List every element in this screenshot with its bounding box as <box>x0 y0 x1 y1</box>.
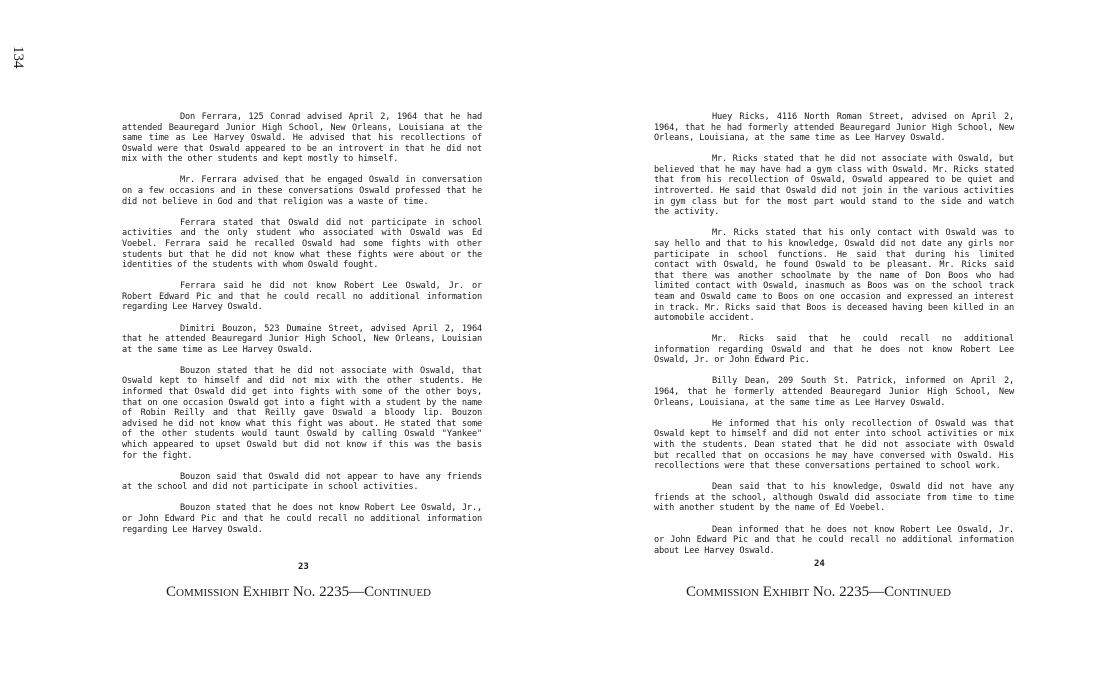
left-paragraph-7: Bouzon said that Oswald did not appear to have any friends at the school and did not participate in school activities. <box>122 471 482 493</box>
left-page-number: 23 <box>298 562 309 572</box>
right-paragraph-1: Huey Ricks, 4116 North Roman Street, advised on April 2, 1964, that he had formerly attended Beauregard Junior High School, New Orleans, Louisiana, at the same time as Lee Harvey Oswald. <box>654 112 1014 144</box>
right-paragraph-7: Dean said that to his knowledge, Oswald did not have any friends at the school, although Oswald did associate from time to time with another student by the name of Ed Voebel. <box>654 482 1014 514</box>
left-paragraph-6: Bouzon stated that he did not associate with Oswald, that Oswald kept to himself and did not mix with the other students. He informed that Oswald did get into fights with some of the other boys, that on one occasion Oswald got into a fight with a student by the name of Robin Reilly and that Reilly gave Oswald a bloody lip. Bouzon advised he did not know what this fight was about. He stated that some of the other students would taunt Oswald by calling Oswald "Yankee" which appeared to upset Oswald but did not know if this was the basis for the fight. <box>122 365 482 461</box>
left-paragraph-3: Ferrara stated that Oswald did not participate in school activities and the only student who associated with Oswald was Ed Voebel. Ferrara said he recalled Oswald had some fights with other students but that he did not know what these fights were about or the identities of the students with whom Oswald fought. <box>122 217 482 271</box>
left-page-body <box>122 112 482 546</box>
margin-page-number: 134 <box>10 46 26 69</box>
left-exhibit-caption: Commission Exhibit No. 2235—Continued <box>166 584 431 600</box>
right-paragraph-8: Dean informed that he does not know Robert Lee Oswald, Jr. or John Edward Pic and that he could recall no additional information about Lee Harvey Oswald. <box>654 524 1014 556</box>
right-page-body <box>654 112 1014 567</box>
right-paragraph-6: He informed that his only recollection of Oswald was that Oswald kept to himself and did not enter into school activities or mix with the students. Dean stated that he did not associate with Oswald but recalled that on occasions he may have conversed with Oswald. His recollections were that these conversations pertained to school work. <box>654 418 1014 472</box>
left-paragraph-2: Mr. Ferrara advised that he engaged Oswald in conversation on a few occasions and in these conversations Oswald professed that he did not believe in God and that religion was a waste of time. <box>122 175 482 207</box>
right-paragraph-4: Mr. Ricks said that he could recall no additional information regarding Oswald and that he does not know Robert Lee Oswald, Jr. or John Edward Pic. <box>654 334 1014 366</box>
left-paragraph-5: Dimitri Bouzon, 523 Dumaine Street, advised April 2, 1964 that he attended Beauregard Junior High School, New Orleans, Louisian at the same time as Lee Harvey Oswald. <box>122 323 482 355</box>
right-paragraph-3: Mr. Ricks stated that his only contact with Oswald was to say hello and that to his knowledge, Oswald did not date any girls nor participate in school functions. He said that during his limited contact with Oswald, he found Oswald to be pleasant. Mr. Ricks said that there was another schoolmate by the name of Don Boos who had limited contact with Oswald, inasmuch as Boos was on the school track team and Oswald came to Boos on one occasion and expressed an interest in track. Mr. Ricks said that Boos is deceased having been killed in an automobile accident. <box>654 228 1014 324</box>
right-page-number: 24 <box>814 559 825 569</box>
left-paragraph-8: Bouzon stated that he does not know Robert Lee Oswald, Jr., or John Edward Pic and that he could recall no additional information regarding Lee Harvey Oswald. <box>122 503 482 535</box>
left-paragraph-4: Ferrara said he did not know Robert Lee Oswald, Jr. or Robert Edward Pic and that he could recall no additional information regarding Lee Harvey Oswald. <box>122 281 482 313</box>
right-paragraph-5: Billy Dean, 209 South St. Patrick, informed on April 2, 1964, that he formerly attended Beauregard Junior High School, New Orleans, Louisiana, at the same time as Lee Harvey Oswald. <box>654 376 1014 408</box>
right-paragraph-2: Mr. Ricks stated that he did not associate with Oswald, but believed that he may have had a gym class with Oswald. Mr. Ricks stated that from his recollection of Oswald, Oswald appeared to be quiet and introverted. He said that Oswald did not join in the various activities in gym class but for the most part would stand to the side and watch the activity. <box>654 154 1014 218</box>
left-paragraph-1: Don Ferrara, 125 Conrad advised April 2, 1964 that he had attended Beauregard Junior High School, New Orleans, Louisiana at the same time as Lee Harvey Oswald. He advised that his recollections of Oswald were that Oswald appeared to be an introvert in that he did not mix with the other students and kept mostly to himself. <box>122 112 482 165</box>
right-exhibit-caption: Commission Exhibit No. 2235—Continued <box>686 584 951 600</box>
